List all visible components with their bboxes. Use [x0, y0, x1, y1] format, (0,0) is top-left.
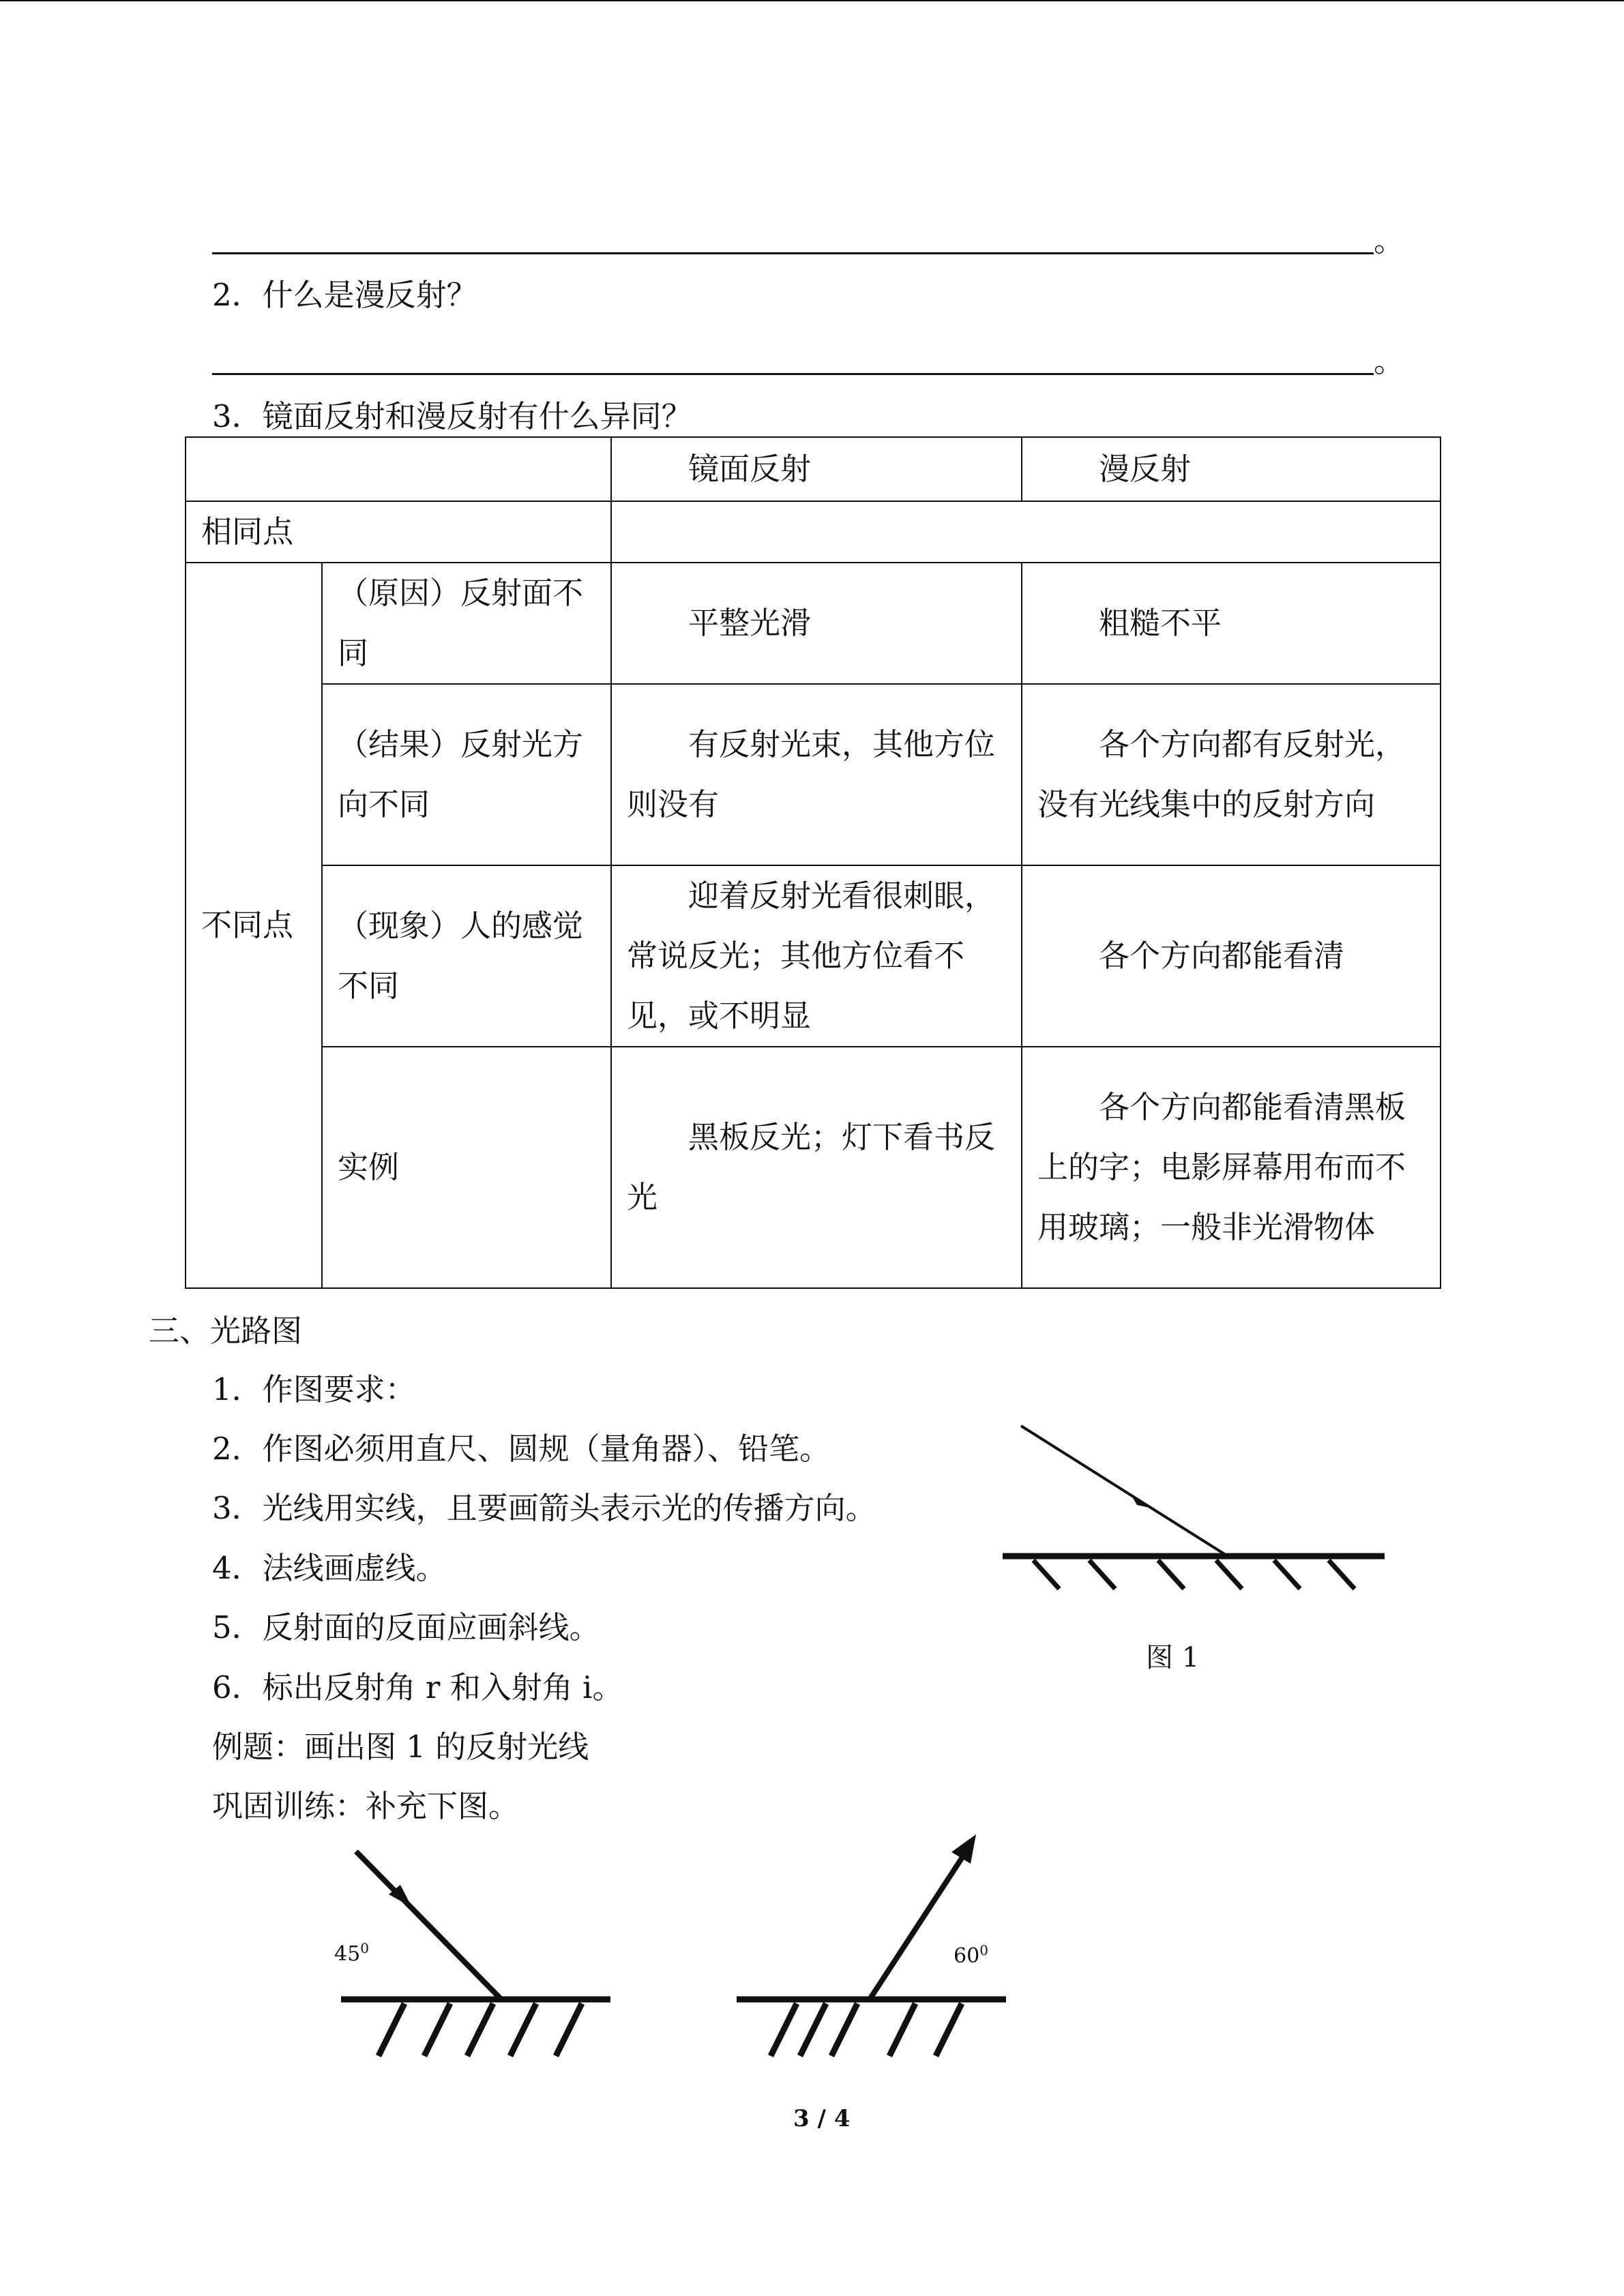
arrowhead-icon	[951, 1834, 976, 1864]
mirror-cell: 有反射光束，其他方位则没有	[611, 684, 1022, 865]
mirror-cell: 黑板反光；灯下看书反光	[611, 1047, 1022, 1288]
mirror-cell: 迎着反射光看很刺眼，常说反光；其他方位看不见，或不明显	[611, 865, 1022, 1047]
aspect-cell: （结果）反射光方向不同	[322, 684, 611, 865]
figure-1-caption: 图 1	[1146, 1642, 1200, 1673]
table-header-diffuse: 漫反射	[1022, 437, 1441, 501]
section-3-title: 三、光路图	[149, 1313, 303, 1349]
aspect-cell: （原因）反射面不同	[322, 563, 611, 684]
diff-point-label: 不同点	[186, 563, 322, 1288]
requirement-item: 2．作图必须用直尺、圆规（量角器）、铅笔。	[212, 1431, 831, 1467]
requirement-item: 5．反射面的反面应画斜线。	[212, 1609, 600, 1645]
diffuse-cell: 粗糙不平	[1022, 563, 1441, 684]
requirement-item: 6．标出反射角 r 和入射角 i。	[212, 1669, 623, 1705]
question-2: 2．什么是漫反射？	[212, 277, 477, 313]
same-point-label: 相同点	[186, 501, 611, 563]
page-number: 3 / 4	[793, 2105, 851, 2132]
mirror-cell: 平整光滑	[611, 563, 1022, 684]
angle-value: 45	[334, 1942, 361, 1966]
diffuse-cell: 各个方向都能看清黑板上的字；电影屏幕用布而不用玻璃；一般非光滑物体	[1022, 1047, 1441, 1288]
angle-unit: 0	[360, 1940, 369, 1956]
requirement-item: 1．作图要求：	[212, 1371, 416, 1407]
figure-3-angle	[954, 1942, 988, 1968]
angle-unit: 0	[979, 1942, 988, 1958]
practice-prompt: 巩固训练：补充下图。	[212, 1788, 520, 1824]
period-2: 。	[1374, 343, 1405, 379]
diffuse-cell: 各个方向都有反射光，没有光线集中的反射方向	[1022, 684, 1441, 865]
angle-value: 60	[954, 1944, 980, 1968]
figure-3-reflected-ray	[870, 1834, 976, 1999]
aspect-cell: 实例	[322, 1047, 611, 1288]
requirement-item: 4．法线画虚线。	[212, 1550, 447, 1586]
period-1: 。	[1374, 222, 1405, 258]
table-header-mirror: 镜面反射	[611, 437, 1022, 501]
diffuse-cell: 各个方向都能看清	[1022, 865, 1441, 1047]
question-3: 3．镜面反射和漫反射有什么异同？	[212, 398, 692, 434]
figure-3-mirror	[737, 1999, 1006, 2056]
example-prompt: 例题：画出图 1 的反射光线	[212, 1729, 589, 1765]
requirement-item: 3．光线用实线，且要画箭头表示光的传播方向。	[212, 1490, 876, 1526]
aspect-cell: （现象）人的感觉不同	[322, 865, 611, 1047]
